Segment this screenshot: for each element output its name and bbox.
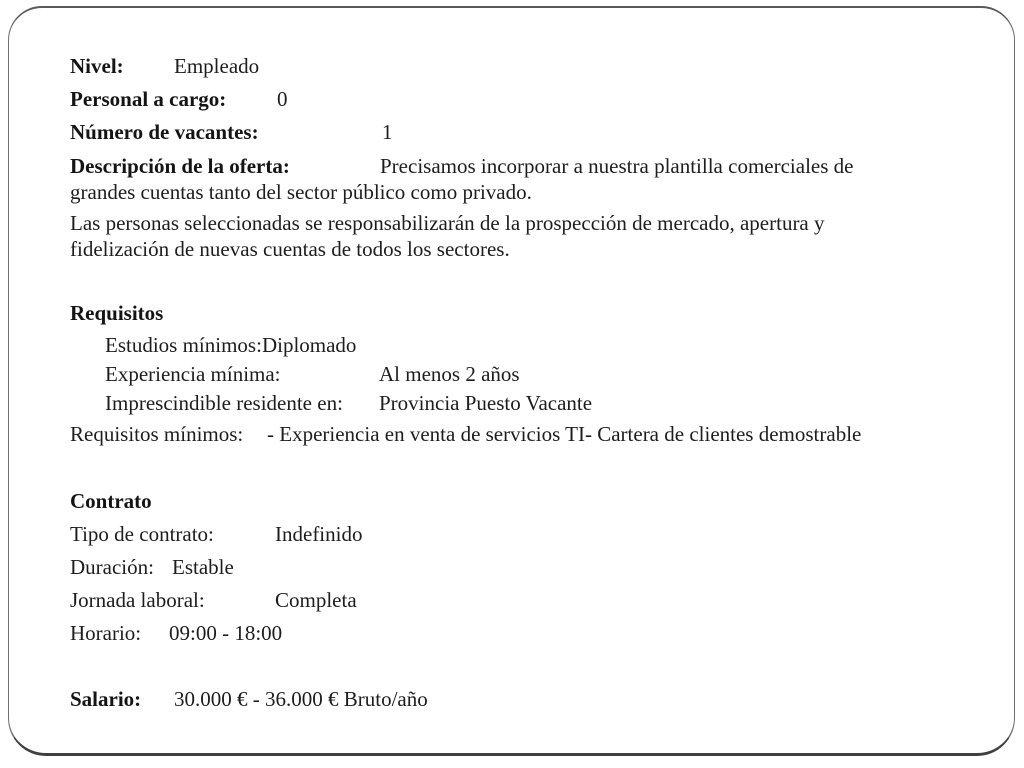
field-row-requisitos-minimos xyxy=(70,420,990,449)
field-row-estudios-minimos xyxy=(70,331,990,360)
slide-content xyxy=(70,50,990,716)
intro-line-1: Las personas seleccionadas se responsabilizarán de la prospección de mercado, apertura y xyxy=(70,211,825,235)
field-label-imprescindible-residente: Imprescindible residente en: xyxy=(105,391,343,415)
field-row-duracion xyxy=(70,551,990,584)
field-value-imprescindible-residente: Provincia Puesto Vacante xyxy=(379,391,593,415)
field-label-experiencia-minima: Experiencia mínima: xyxy=(105,362,281,386)
field-label-salario: Salario: xyxy=(70,687,142,711)
field-label-descripcion: Descripción de la oferta: xyxy=(70,154,290,178)
requisitos-items xyxy=(70,331,990,418)
field-row-horario xyxy=(70,617,990,650)
description-line-2: grandes cuentas tanto del sector público como privado. xyxy=(70,180,532,204)
field-label-jornada-laboral: Jornada laboral: xyxy=(70,588,205,612)
field-label-requisitos-minimos: Requisitos mínimos: xyxy=(70,422,244,446)
field-label-personal-a-cargo: Personal a cargo: xyxy=(70,87,227,111)
field-value-numero-vacantes: 1 xyxy=(382,120,393,144)
slide-frame xyxy=(8,6,1015,756)
field-label-numero-vacantes: Número de vacantes: xyxy=(70,120,259,144)
intro-line-2: fidelización de nuevas cuentas de todos los sectores. xyxy=(70,237,510,261)
field-value-salario: 30.000 € - 36.000 € Bruto/año xyxy=(174,687,428,711)
field-value-nivel: Empleado xyxy=(174,54,260,78)
description-paragraph xyxy=(70,153,990,205)
field-label-estudios-minimos: Estudios mínimos: xyxy=(105,333,262,357)
field-row-tipo-contrato xyxy=(70,518,990,551)
section-heading-contrato: Contrato xyxy=(70,489,152,513)
field-value-jornada-laboral: Completa xyxy=(275,588,357,612)
field-row-personal-a-cargo xyxy=(70,83,990,116)
field-row-imprescindible-residente xyxy=(70,389,990,418)
intro-paragraph xyxy=(70,210,990,262)
field-value-duracion: Estable xyxy=(172,555,234,579)
field-value-tipo-contrato: Indefinido xyxy=(275,522,363,546)
field-value-personal-a-cargo: 0 xyxy=(277,87,288,111)
field-value-experiencia-minima: Al menos 2 años xyxy=(379,362,520,386)
section-heading-requisitos: Requisitos xyxy=(70,301,164,325)
field-row-nivel xyxy=(70,50,990,83)
field-label-duracion: Duración: xyxy=(70,555,154,579)
field-row-salario xyxy=(70,683,990,716)
field-label-nivel: Nivel: xyxy=(70,54,124,78)
field-label-horario: Horario: xyxy=(70,621,142,645)
field-row-experiencia-minima xyxy=(70,360,990,389)
field-label-tipo-contrato: Tipo de contrato: xyxy=(70,522,214,546)
field-value-estudios-minimos: Diplomado xyxy=(261,333,357,357)
field-value-requisitos-minimos: - Experiencia en venta de servicios TI- Cartera de clientes demostrable xyxy=(267,422,862,446)
description-line-1: Precisamos incorporar a nuestra plantilla comerciales de xyxy=(380,154,854,178)
field-row-numero-vacantes xyxy=(70,116,990,149)
field-value-horario: 09:00 - 18:00 xyxy=(169,621,283,645)
field-row-jornada-laboral xyxy=(70,584,990,617)
